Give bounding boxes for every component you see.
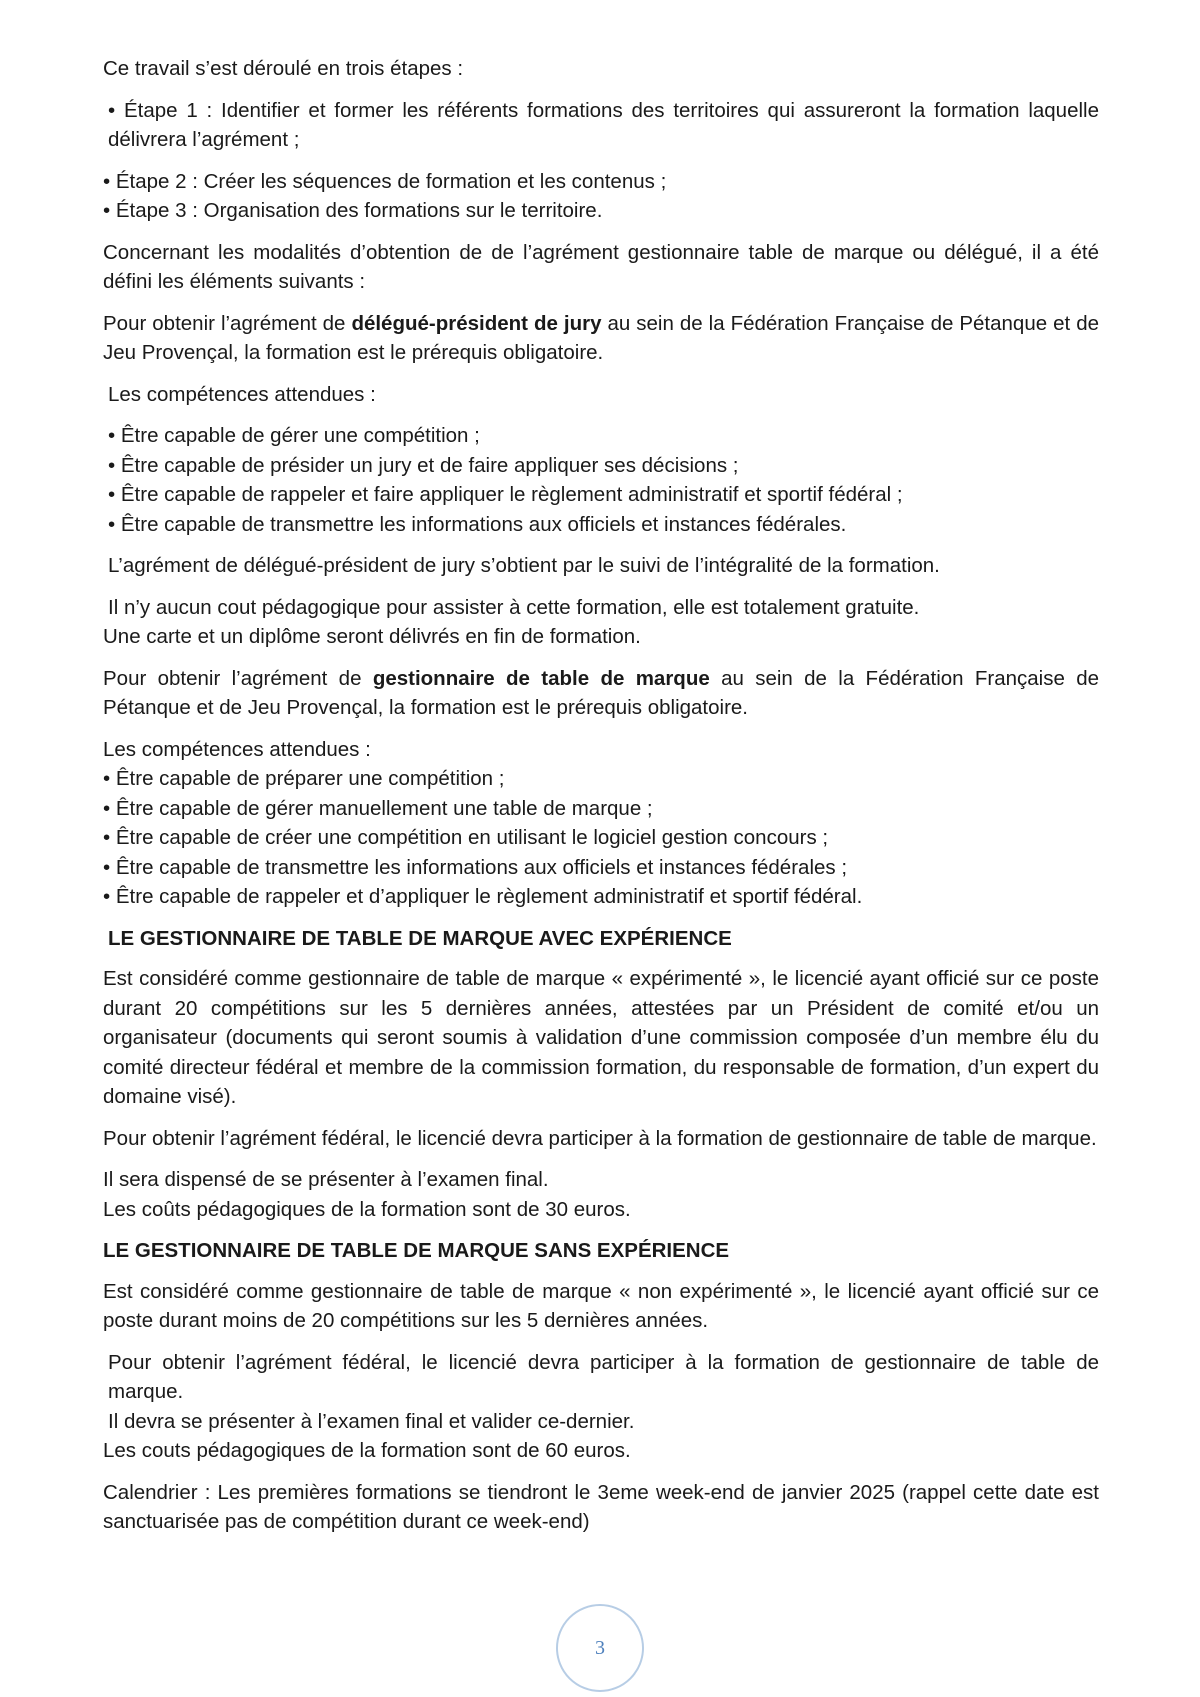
delegue-paragraph bbox=[103, 309, 1099, 368]
list-item: • Être capable de préparer une compétition ; bbox=[103, 767, 505, 790]
list-item: • Être capable de gérer une compétition ; bbox=[108, 424, 480, 447]
list-item: • Être capable de transmettre les informations aux officiels et instances fédérales ; bbox=[103, 855, 848, 879]
sans-experience-p2: Pour obtenir l’agrément fédéral, le licencié devra participer à la formation de gestionnaire de table de marque. bbox=[108, 1350, 1099, 1403]
gestionnaire-bold: gestionnaire de table de marque bbox=[372, 666, 710, 690]
avec-experience-p3 bbox=[103, 1165, 1099, 1224]
step-3: • Étape 3 : Organisation des formations sur le territoire. bbox=[103, 199, 603, 222]
list-item: • Être capable de gérer manuellement une table de marque ; bbox=[103, 796, 653, 820]
intro-paragraph: Ce travail s’est déroulé en trois étapes : bbox=[103, 57, 464, 80]
avec-experience-p2: Pour obtenir l’agrément fédéral, le licencié devra participer à la formation de gestionnaire de table de marque. bbox=[103, 1126, 1097, 1150]
step-2: • Étape 2 : Créer les séquences de formation et les contenus ; bbox=[103, 169, 667, 193]
sans-experience-p3: Il devra se présenter à l’examen final et valider ce-dernier. bbox=[108, 1409, 635, 1433]
modalites-paragraph: Concernant les modalités d’obtention de de l’agrément gestionnaire table de marque ou délégué, il a été défini les éléments suivants : bbox=[103, 240, 1099, 293]
delegue-competences-title: Les compétences attendues : bbox=[108, 382, 376, 406]
list-item: • Être capable de rappeler et faire appliquer le règlement administratif et sportif fédéral ; bbox=[108, 483, 903, 506]
step-1: • Étape 1 : Identifier et former les référents formations des territoires qui assureront la formation laquelle délivrera l’agrément ; bbox=[108, 98, 1099, 151]
avec-experience-p3-line1: Il sera dispensé de se présenter à l’examen final. bbox=[103, 1168, 549, 1191]
sans-experience-p1: Est considéré comme gestionnaire de table de marque « non expérimenté », le licencié ayant officié sur ce poste durant moins de 20 compétitions sur les 5 dernières années. bbox=[103, 1279, 1099, 1332]
delegue-cout bbox=[103, 593, 1099, 652]
steps-2-3 bbox=[103, 167, 1099, 226]
delegue-bold: délégué-président de jury bbox=[351, 311, 602, 335]
page-number: 3 bbox=[556, 1604, 644, 1692]
delegue-competences-list bbox=[103, 421, 1099, 539]
list-item: • Être capable de présider un jury et de faire appliquer ses décisions ; bbox=[108, 453, 739, 477]
document-page bbox=[103, 54, 1099, 1549]
calendrier-paragraph: Calendrier : Les premières formations se tiendront le 3eme week-end de janvier 2025 (rappel cette date est sanctuarisée pas de compétition durant ce week-end) bbox=[103, 1480, 1099, 1533]
delegue-before: Pour obtenir l’agrément de bbox=[103, 311, 352, 335]
avec-experience-p3-line2: Les coûts pédagogiques de la formation sont de 30 euros. bbox=[103, 1197, 631, 1221]
avec-experience-heading: LE GESTIONNAIRE DE TABLE DE MARQUE AVEC EXPÉRIENCE bbox=[108, 926, 732, 950]
delegue-after: au sein de la Fédération Française de Pétanque et de Jeu Provençal, la formation est le prérequis obligatoire. bbox=[103, 311, 1099, 364]
gestionnaire-after: au sein de la Fédération Française de Pétanque et de Jeu Provençal, la formation est le prérequis obligatoire. bbox=[103, 666, 1100, 719]
delegue-cout-line1: Il n’y aucun cout pédagogique pour assister à cette formation, elle est totalement gratuite. bbox=[108, 595, 920, 619]
sans-experience-heading: LE GESTIONNAIRE DE TABLE DE MARQUE SANS EXPÉRIENCE bbox=[103, 1239, 730, 1262]
delegue-obtention: L’agrément de délégué-président de jury s’obtient par le suivi de l’intégralité de la formation. bbox=[108, 554, 940, 577]
gestionnaire-competences-title: Les compétences attendues : bbox=[103, 737, 371, 761]
list-item: • Être capable de rappeler et d’appliquer le règlement administratif et sportif fédéral. bbox=[103, 885, 863, 908]
sans-experience-block bbox=[103, 1348, 1099, 1466]
list-item: • Être capable de transmettre les informations aux officiels et instances fédérales. bbox=[108, 512, 847, 536]
gestionnaire-paragraph bbox=[103, 664, 1099, 723]
sans-experience-p4: Les couts pédagogiques de la formation sont de 60 euros. bbox=[103, 1439, 631, 1462]
delegue-cout-line2: Une carte et un diplôme seront délivrés en fin de formation. bbox=[103, 625, 641, 648]
avec-experience-p1: Est considéré comme gestionnaire de table de marque « expérimenté », le licencié ayant officié sur ce poste durant 20 compétitions sur les 5 dernières années, attestées par un Président de comité et/ou un organisateur (documents qui seront soumis à validation d’une commission composée d’un membre élu du comité directeur fédéral et membre de la commission formation, du responsable de formation, d’un expert du domaine visé). bbox=[103, 967, 1099, 1108]
gestionnaire-before: Pour obtenir l’agrément de bbox=[103, 666, 373, 690]
list-item: • Être capable de créer une compétition en utilisant le logiciel gestion concours ; bbox=[103, 826, 829, 849]
gestionnaire-competences bbox=[103, 735, 1099, 912]
